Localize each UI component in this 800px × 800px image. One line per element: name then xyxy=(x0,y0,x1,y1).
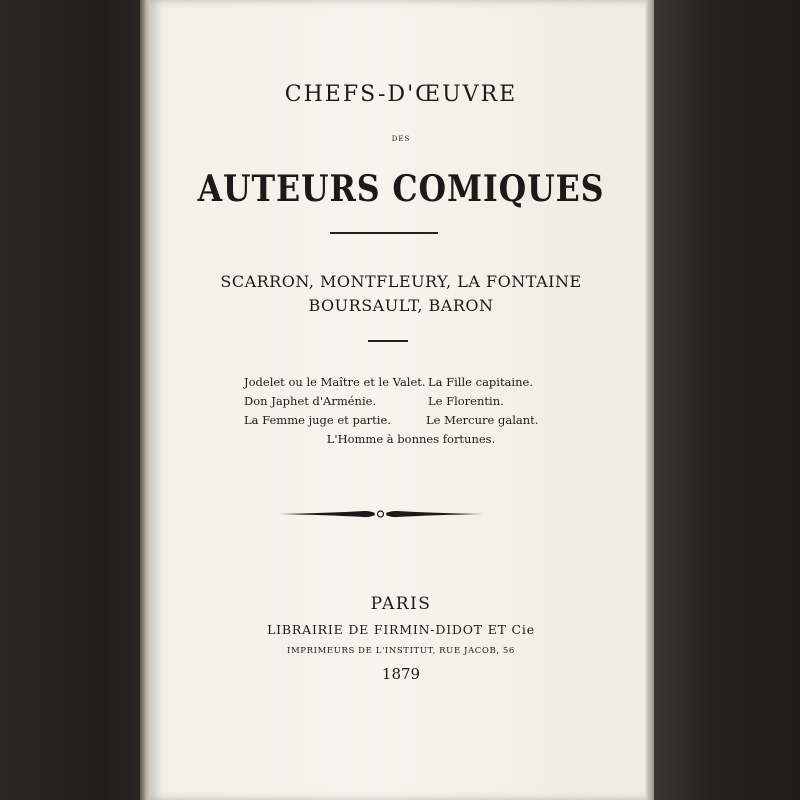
background-right xyxy=(652,0,800,800)
publication-city: PARIS xyxy=(370,594,432,614)
title-page xyxy=(150,0,652,800)
publisher-address: IMPRIMEURS DE L'INSTITUT, RUE JACOB, 56 xyxy=(287,646,515,656)
publisher: LIBRAIRIE DE FIRMIN-DIDOT ET Cie xyxy=(267,622,535,637)
authors-line-1: SCARRON, MONTFLEURY, LA FONTAINE xyxy=(220,272,582,291)
play-title: Le Mercure galant. xyxy=(426,413,539,427)
publication-year: 1879 xyxy=(381,665,421,683)
background-left xyxy=(0,0,150,800)
play-title: Jodelet ou le Maître et le Valet. xyxy=(244,375,426,389)
play-title: Le Florentin. xyxy=(428,394,504,408)
authors-rule xyxy=(368,340,408,342)
page-fore-edge xyxy=(646,0,654,800)
ornament-divider xyxy=(278,506,483,522)
connector-word: DES xyxy=(391,135,411,143)
play-title: La Femme juge et partie. xyxy=(244,413,391,427)
title-rule xyxy=(330,232,438,234)
main-title: AUTEURS COMIQUES xyxy=(197,168,605,210)
play-title: L'Homme à bonnes fortunes. xyxy=(326,432,496,446)
heading: CHEFS-D'ŒUVRE xyxy=(284,82,518,107)
play-title: Don Japhet d'Arménie. xyxy=(244,394,377,408)
authors-line-2: BOURSAULT, BARON xyxy=(308,296,494,315)
play-title: La Fille capitaine. xyxy=(428,375,533,389)
